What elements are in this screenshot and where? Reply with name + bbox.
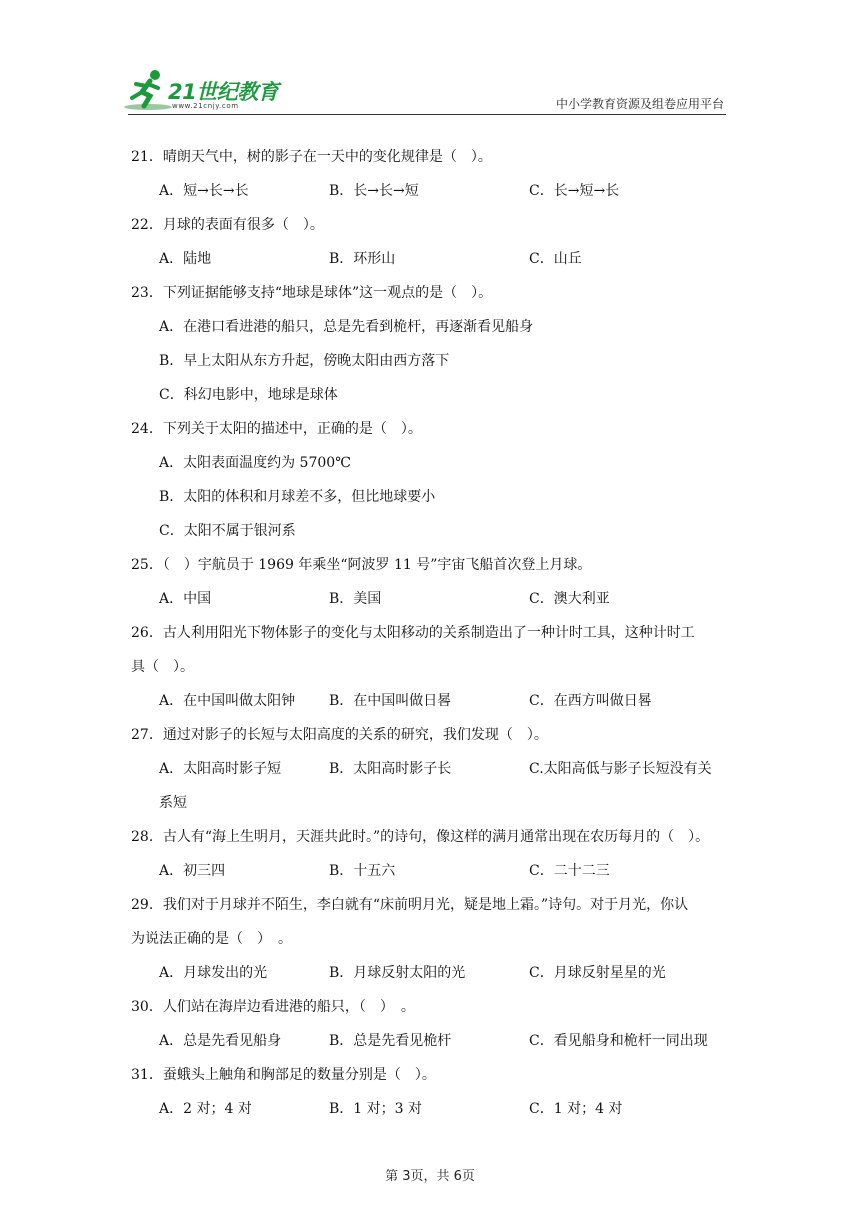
page-header <box>0 0 860 120</box>
option-a: A．太阳表面温度约为 5700℃ <box>159 455 351 471</box>
option-a: A．在中国叫做太阳钟 <box>159 693 296 709</box>
option-b: B．十五六 <box>329 863 396 879</box>
question-stem: 28．古人有“海上生明月，天涯共此时。”的诗句，像这样的满月通常出现在农历每月的（ ）。 <box>131 829 710 845</box>
question-stem: 22．月球的表面有很多（ ）。 <box>131 217 324 233</box>
option-c: C．月球反射星星的光 <box>529 965 666 981</box>
option-a: A．总是先看见船身 <box>159 1033 282 1049</box>
question-stem-continued: 为说法正确的是（ ） 。 <box>131 931 292 947</box>
option-a: A．短→长→长 <box>159 183 249 199</box>
option-a: A．2 对；4 对 <box>159 1101 252 1117</box>
option-a: A．月球发出的光 <box>159 965 268 981</box>
option-a: A．初三四 <box>159 863 226 879</box>
option-c: C．看见船身和桅杆一同出现 <box>529 1033 708 1049</box>
question-stem: 25．（ ）宇航员于 1969 年乘坐“阿波罗 11 号”宇宙飞船首次登上月球。 <box>131 557 592 573</box>
question-stem-continued: 具（ ）。 <box>131 659 194 675</box>
question-stem: 26．古人利用阳光下物体影子的变化与太阳移动的关系制造出了一种计时工具，这种计时工 <box>131 625 695 641</box>
logo <box>122 66 292 116</box>
option-c: C．1 对；4 对 <box>529 1101 623 1117</box>
question-options <box>131 956 731 990</box>
question-options <box>131 1092 731 1126</box>
question-list <box>131 140 731 1126</box>
option-c: C．在西方叫做日晷 <box>529 693 652 709</box>
option-b: B．环形山 <box>329 251 396 267</box>
option-c: C．长→短→长 <box>529 183 620 199</box>
option-b: B．总是先看见桅杆 <box>329 1033 452 1049</box>
option-a: A．中国 <box>159 591 212 607</box>
question-options <box>131 684 731 718</box>
question-stem: 31．蚕蛾头上触角和胸部足的数量分别是（ ）。 <box>131 1067 436 1083</box>
option-a: A．在港口看进港的船只，总是先看到桅杆，再逐渐看见船身 <box>159 319 534 335</box>
option-c: C．太阳不属于银河系 <box>159 523 296 539</box>
question-stem: 30．人们站在海岸边看进港的船只，（ ） 。 <box>131 999 415 1015</box>
option-b: B．在中国叫做日晷 <box>329 693 452 709</box>
question-options <box>131 854 731 888</box>
option-b: B．美国 <box>329 591 382 607</box>
question-options <box>131 582 731 616</box>
option-c: C．科幻电影中，地球是球体 <box>159 387 338 403</box>
question-options <box>131 752 731 786</box>
option-c: C．二十二三 <box>529 863 610 879</box>
option-a: A．陆地 <box>159 251 212 267</box>
option-c: C.太阳高低与影子长短没有关 <box>529 761 712 777</box>
option-b: B．太阳的体积和月球差不多，但比地球要小 <box>159 489 436 505</box>
question-stem: 24．下列关于太阳的描述中，正确的是（ ）。 <box>131 421 422 437</box>
question-stem: 27．通过对影子的长短与太阳高度的关系的研究，我们发现（ ）。 <box>131 727 548 743</box>
option-c: C．澳大利亚 <box>529 591 610 607</box>
question-stem: 23．下列证据能够支持“地球是球体”这一观点的是（ ）。 <box>131 285 493 301</box>
header-divider <box>128 114 726 115</box>
question-stem: 29．我们对于月球并不陌生，李白就有“床前明月光，疑是地上霜。”诗句。对于月光，你认 <box>131 897 689 913</box>
option-c: C．山丘 <box>529 251 582 267</box>
option-a: A．太阳高时影子短 <box>159 761 282 777</box>
platform-name: 中小学教育资源及组卷应用平台 <box>555 97 724 111</box>
option-b: B．1 对；3 对 <box>329 1101 423 1117</box>
option-c-continued: 系短 <box>159 795 187 811</box>
page-number: 第 3页，共 6页 <box>385 1169 475 1184</box>
runner-icon <box>122 66 172 116</box>
option-b: B．太阳高时影子长 <box>329 761 452 777</box>
option-b: B．长→长→短 <box>329 183 419 199</box>
question-options <box>131 174 731 208</box>
option-b: B．月球反射太阳的光 <box>329 965 466 981</box>
question-options <box>131 1024 731 1058</box>
question-options <box>131 242 731 276</box>
option-b: B．早上太阳从东方升起，傍晚太阳由西方落下 <box>159 353 450 369</box>
logo-text: 21世纪教育 <box>168 80 279 104</box>
logo-url: www.21cnjy.com <box>172 102 239 110</box>
question-stem: 21．晴朗天气中，树的影子在一天中的变化规律是（ ）。 <box>131 149 492 165</box>
